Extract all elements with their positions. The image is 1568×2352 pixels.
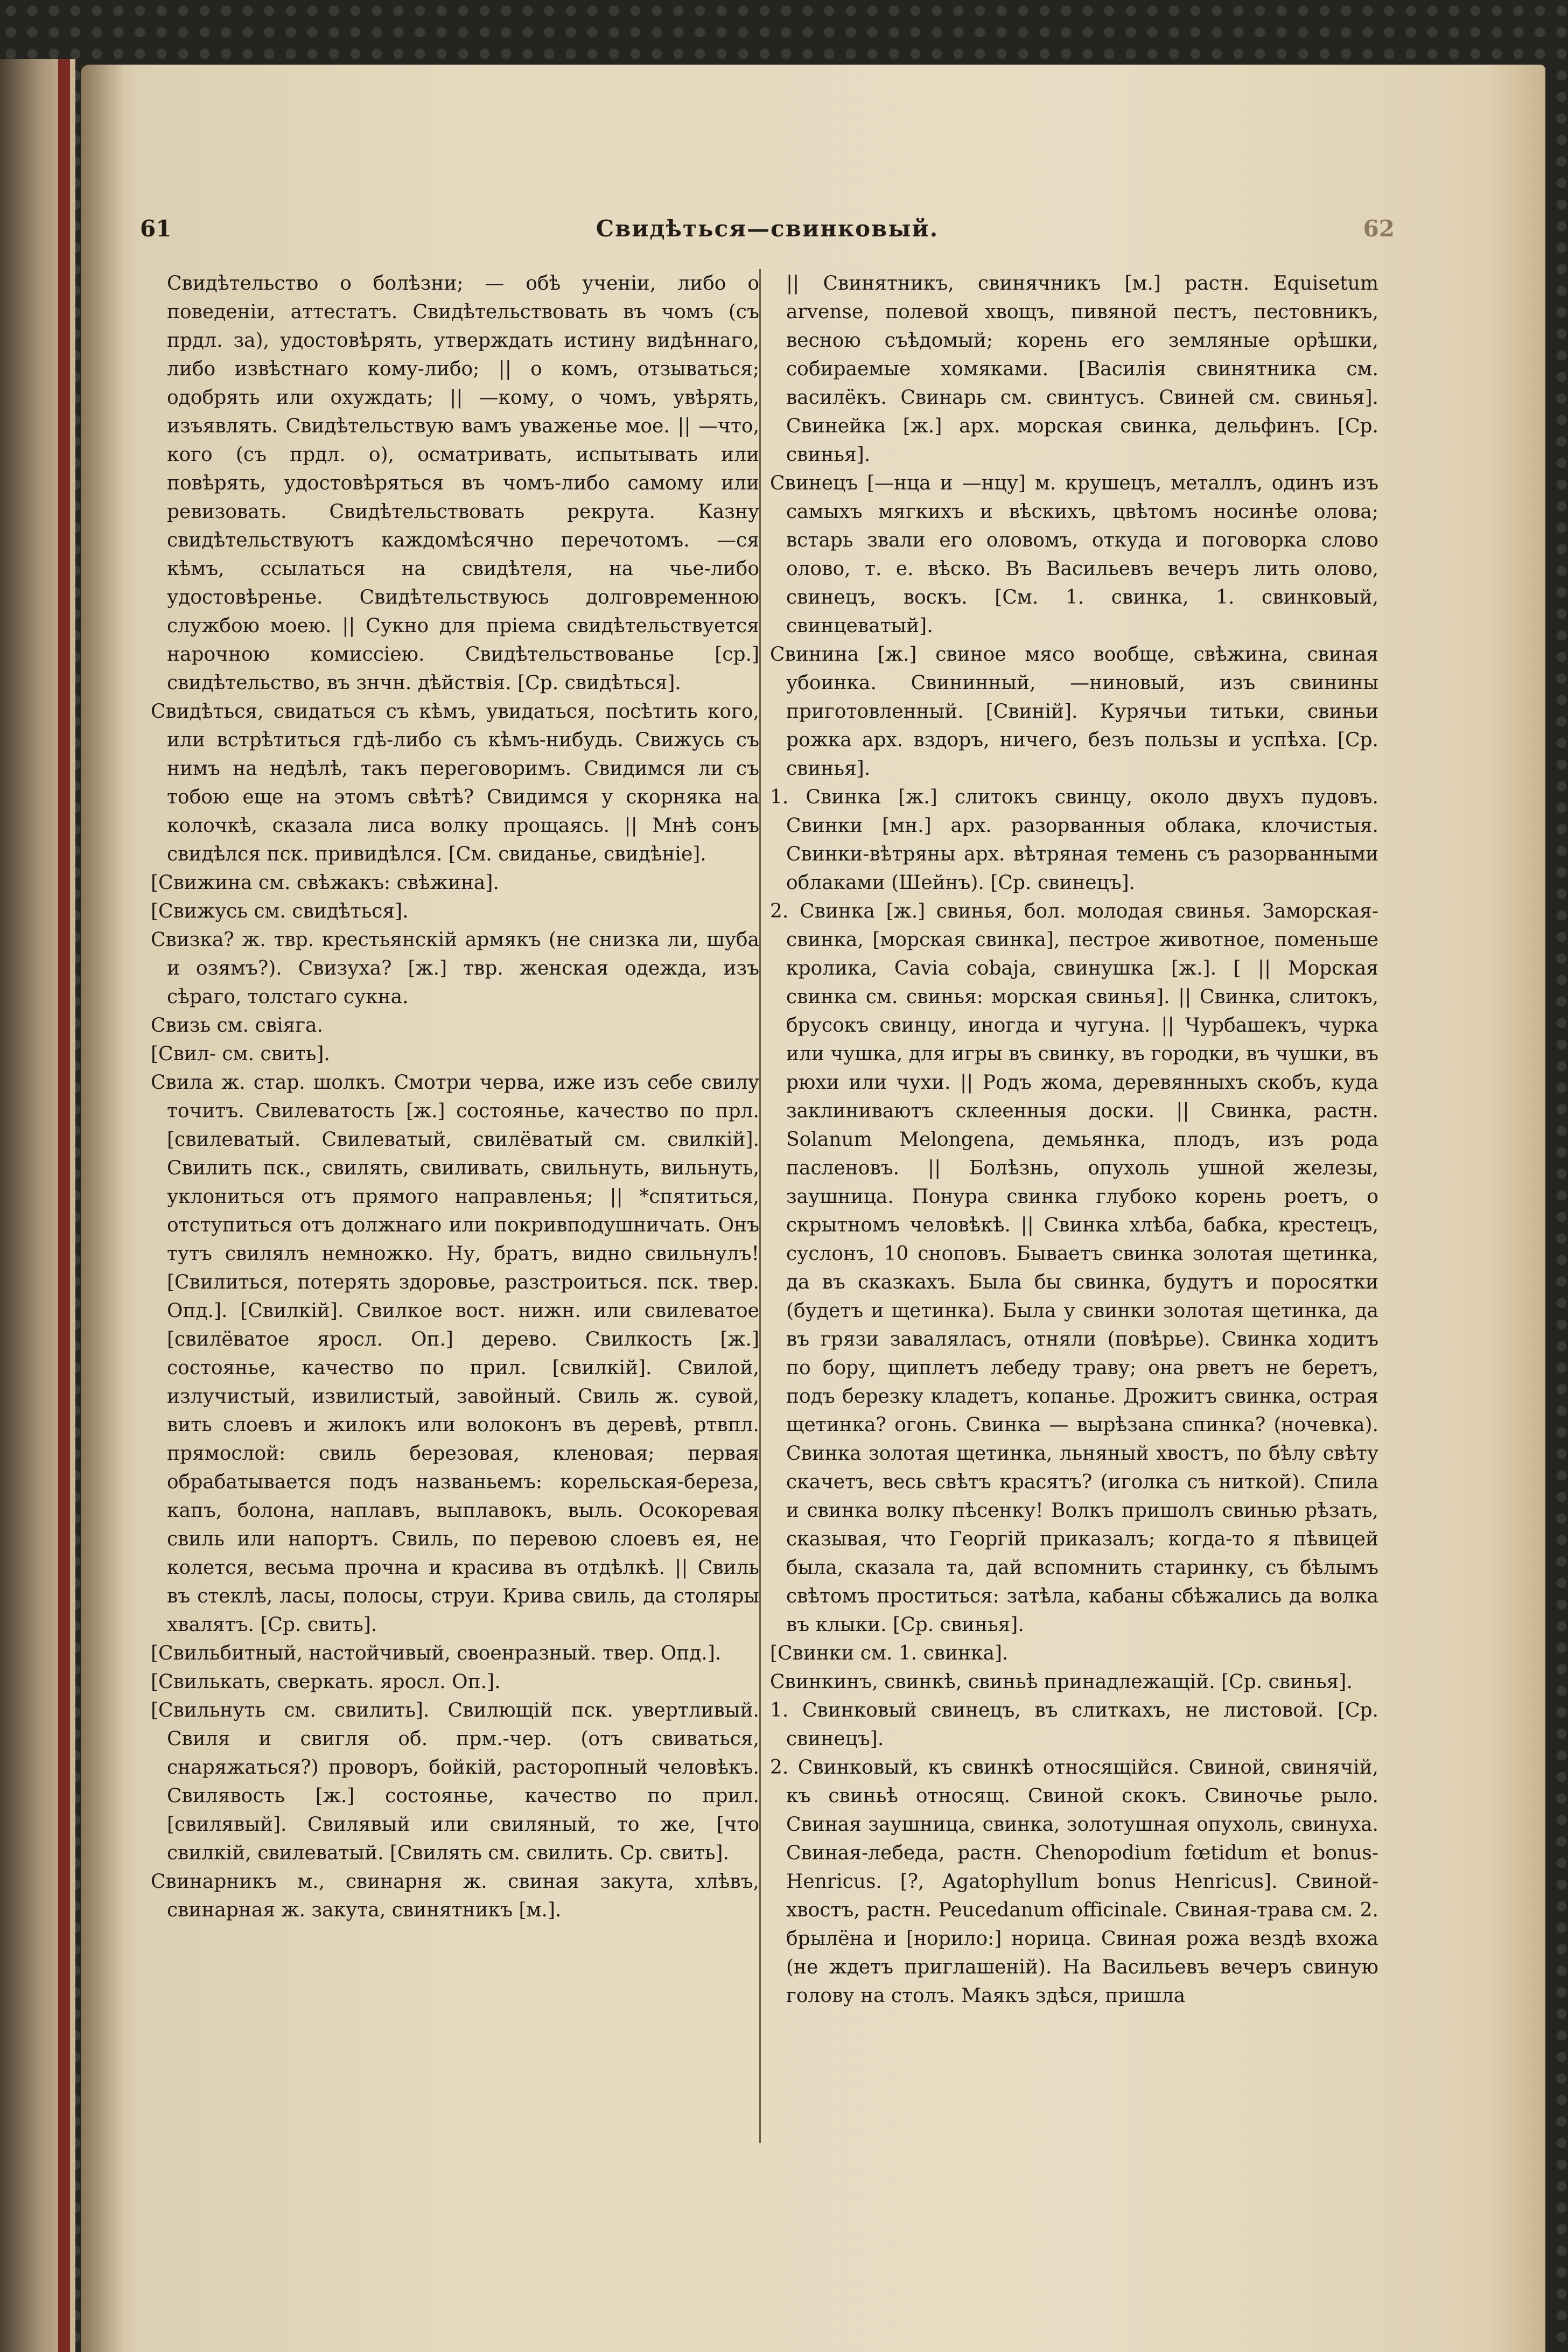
entry: [Свинки см. 1. свинка]. (770, 1642, 1009, 1664)
entry: Свизь см. свiяга. (151, 1014, 323, 1037)
entry: 1. Свинка [ж.] слитокъ свинцу, около двухъ пудовъ. Свинки [мн.] арх. разорванныя облака, клочистыя. Свинки-вѣтряны арх. вѣтряная темень съ разорванными облаками (Шейнъ). [Ср. свинецъ]. (770, 786, 1378, 894)
entry: Свинецъ [—нца и —нцу] м. крушецъ, металлъ, одинъ изъ самыхъ мягкихъ и вѣскихъ, цвѣтомъ носинѣе олова; встарь звали его оловомъ, откуда и поговорка слово олово, т. е. вѣско. Въ Васильевъ вечеръ лить олово, свинецъ, воскъ. [См. 1. свинка, 1. свинковый, свинцеватый]. (770, 472, 1378, 637)
entry: [Свижусь см. свидѣться]. (151, 900, 409, 922)
column-divider (759, 269, 761, 2143)
entry: || Свинятникъ, свинячникъ [м.] растн. Equisetum arvense, полевой хвощъ, пивяной пестъ, пестовникъ, весною съѣдомый; корень его земляные орѣшки, собираемые хомяками. [Василiя свинятника см. василёкъ. Свинарь см. свинтусъ. Свиней см. свинья]. Свинейка [ж.] арх. морская свинка, дельфинъ. [Ср. свинья]. (786, 272, 1378, 466)
entry: Свила ж. стар. шолкъ. Смотри черва, иже изъ себе свилу точитъ. Свилеватость [ж.] состоянье, качество по прл. [свилеватый. Свилеватый, свилёватый см. свилкiй]. Свилить пск., свилять, свиливать, свильнуть, вильнуть, уклониться отъ прямого направленья; || *спятиться, отступиться отъ должнаго или покривподушничать. Онъ тутъ свилялъ немножко. Ну, братъ, видно свильнулъ! [Свилиться, потерять здоровье, разстроиться. пск. твер. Опд.]. [Свилкiй]. Свилкое вост. нижн. или свилеватое [свилёватое яросл. Оп.] дерево. Свилкость [ж.] состоянье, качество по прил. [свилкiй]. Свилой, излучистый, извилистый, завойный. Свиль ж. сувой, вить слоевъ и жилокъ или волоконъ въ деревѣ, ртвпл. прямослой: свиль березовая, кленовая; первая обрабатывается подъ названьемъ: корельская-береза, капъ, болона, наплавъ, выплавокъ, выль. Осокоревая свиль или напортъ. Свиль, по перевою слоевъ ея, не колется, весьма прочна и красива въ отдѣлкѣ. || Свиль въ стеклѣ, ласы, полосы, струи. Крива свиль, да столяры хвалятъ. [Ср. свить]. (151, 1072, 759, 1636)
entry: Свинина [ж.] свиное мясо вообще, свѣжина, свиная убоинка. Свининный, —нинoвый, изъ свинины приготовленный. [Свинiй]. Курячьи титьки, свиньи рожка арх. вздоръ, ничего, безъ пользы и успѣха. [Ср. свинья]. (770, 643, 1378, 780)
page-number-left: 61 (140, 215, 172, 242)
gutter-shadow (81, 65, 124, 2352)
entry: [Свильбитный, настойчивый, своенразный. твер. Опд.]. (151, 1642, 722, 1664)
entry: Свинкинъ, свинкѣ, свиньѣ принадлежащiй. [Ср. свинья]. (770, 1671, 1353, 1693)
entry: [Свижина см. свѣжакъ: свѣжина]. (151, 872, 499, 894)
left-column (151, 269, 759, 1924)
page-header (140, 215, 1395, 258)
entry: 2. Свинка [ж.] свинья, бол. молодая свинья. Заморская-свинка, [морская свинка], пестрое животное, поменьше кролика, Cavia cobaja, свинушка [ж.]. [ || Морская свинка см. свинья: морская свинья]. || Свинка, слитокъ, брусокъ свинцу, иногда и чугуна. || Чурбашекъ, чурка или чушка, для игры въ свинку, въ городки, въ чушки, въ рюхи или чухи. || Родъ жома, деревянныхъ скобъ, куда заклиниваютъ склеенныя доски. || Свинка, растн. Solanum Melongena, демьянка, плодъ, изъ рода пасленовъ. || Болѣзнь, опухоль ушной железы, заушница. Понура свинка глубоко корень роетъ, о скрытномъ человѣкѣ. || Свинка хлѣба, бабка, крестецъ, суслонъ, 10 сноповъ. Бываетъ свинка золотая щетинка, да въ сказкахъ. Была бы свинка, будутъ и поросятки (будетъ и щетинка). Была у свинки золотая щетинка, да въ грязи заваляласъ, отняли (повѣрье). Свинка ходитъ по бору, щиплетъ лебеду траву; она рветъ не беретъ, подъ березку кладетъ, копанье. Дрожитъ свинка, острая щетинка? огонь. Свинка — вырѣзана спинка? (ночевка). Свинка золотая щетинка, льняный хвостъ, по бѣлу свѣту скачетъ, весь свѣтъ красятъ? (иголка съ ниткой). Спила и свинка волку пѣсенку! Волкъ пришолъ свинью рѣзать, сказывая, что Георгiй приказалъ; когда-то я пѣвицей была, сказала та, дай вспомнить старинку, съ бѣлымъ свѣтомъ проститься: затѣла, кабаны сбѣжались да волка въ клыки. [Ср. свинья]. (770, 900, 1378, 1636)
entry: [Свильнуть см. свилить]. Свилющiй пск. увертливый. Свиля и свигля об. прм.-чер. (отъ свиваться, снаряжаться?) проворъ, бойкiй, расторопный человѣкъ. Свилявость [ж.] состоянье, качество по прил. [свилявый]. Свилявый или свиляный, то же, [что свилкiй, свилеватый. [Свилять см. свилить. Ср. свить]. (151, 1699, 759, 1864)
entry: Свизка? ж. твр. крестьянскiй армякъ (не снизка ли, шуба и озямъ?). Свизуха? [ж.] твр. женская одежда, изъ сѣраго, толстаго сукна. (151, 929, 759, 1008)
page-edge-band (58, 59, 70, 2352)
entry: Свидѣться, свидаться съ кѣмъ, увидаться, посѣтить кого, или встрѣтиться гдѣ-либо съ кѣмъ-нибудь. Свижусь съ нимъ на недѣлѣ, такъ переговоримъ. Свидимся ли съ тобою еще на этомъ свѣтѣ? Свидимся у скорняка на колочкѣ, сказала лиса волку прощаясь. || Мнѣ сонъ свидѣлся пск. привидѣлся. [См. свиданье, свидѣнiе]. (151, 701, 759, 865)
entry: [Свилькать, сверкать. яросл. Оп.]. (151, 1671, 501, 1693)
entry: 1. Свинковый свинецъ, въ слиткахъ, не листовой. [Ср. свинецъ]. (770, 1699, 1378, 1750)
running-title: Свидѣться—свинковый. (596, 215, 939, 242)
right-column (770, 269, 1378, 2010)
entry: Свидѣтельство о болѣзни; — обѣ ученiи, либо о поведенiи, аттестатъ. Свидѣтельствовать въ чомъ (съ прдл. за), удостовѣрять, утверждать истину видѣннаго, либо извѣстнаго кому-либо; || о комъ, отзываться; одобрять или охуждать; || —кому, о чомъ, увѣрять, изъявлять. Свидѣтельствую вамъ уваженье мое. || —что, кого (съ прдл. о), осматривать, испытывать или повѣрять, удостовѣряться въ чомъ-либо самому или ревизовать. Свидѣтельствовать рекрута. Казну свидѣтельствуютъ каждомѣсячно перечотомъ. —ся кѣмъ, ссылаться на свидѣтеля, на чье-либо удостовѣренье. Свидѣтельствуюсь долговременною службою моею. || Сукно для прiема свидѣтельствуется нарочною комиссiею. Свидѣтельствованье [ср.] свидѣтельство, въ знчн. дѣйствiя. [Ср. свидѣться]. (167, 272, 759, 694)
left-page-edge (0, 59, 75, 2352)
entry: 2. Свинковый, къ свинкѣ относящiйся. Свиной, свинячiй, къ свиньѣ относящ. Свиной скокъ. Свиночье рыло. Свиная заушница, свинка, золотушная опухоль, свинуха. Свиная-лебеда, растн. Chenopodium fœtidum et bonus-Henricus. [?, Agatophyllum bonus Henricus]. Свиной-хвостъ, растн. Peucedanum officinale. Свиная-трава см. 2. брылёна и [норило:] норица. Свиная рожа вездѣ вхожа (не ждетъ приглашенiй). На Васильевъ вечеръ свиную голову на столъ. Маякъ здѣся, пришла (770, 1756, 1378, 2007)
entry: Свинарникъ м., свинарня ж. свиная закута, хлѣвъ, свинарная ж. закута, свинятникъ [м.]. (151, 1871, 759, 1921)
page-number-right: 62 (1363, 215, 1395, 242)
entry: [Свил- см. свить]. (151, 1043, 330, 1065)
